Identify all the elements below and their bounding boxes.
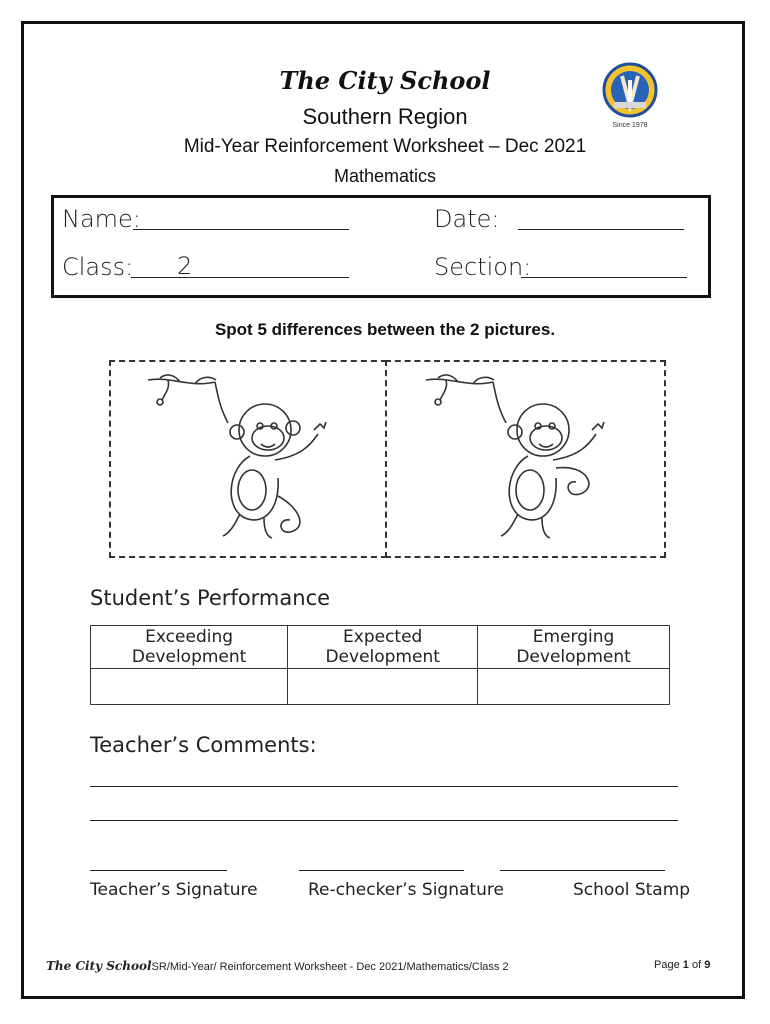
performance-cell-expected[interactable] xyxy=(288,669,478,705)
performance-title: Student’s Performance xyxy=(90,586,331,610)
class-value: 2 xyxy=(177,252,193,280)
name-label: Name: xyxy=(62,205,141,233)
performance-entry-row xyxy=(91,669,670,705)
performance-cell-emerging[interactable] xyxy=(478,669,670,705)
rechecker-signature-line[interactable] xyxy=(299,870,464,871)
page-prefix: Page xyxy=(654,959,680,971)
date-label: Date: xyxy=(434,205,500,233)
class-label: Class: xyxy=(62,253,134,281)
performance-header-row xyxy=(91,626,670,669)
performance-col-expected: Expected Development xyxy=(288,626,478,669)
comments-title: Teacher’s Comments: xyxy=(90,733,317,757)
worksheet-title: Mid-Year Reinforcement Worksheet – Dec 2021 xyxy=(183,136,587,157)
performance-cell-exceeding[interactable] xyxy=(91,669,288,705)
comment-line-2[interactable] xyxy=(90,820,678,821)
page-total: 9 xyxy=(704,959,711,971)
monkey-right-illustration xyxy=(418,368,618,548)
class-field[interactable] xyxy=(131,277,349,278)
section-field[interactable] xyxy=(521,277,687,278)
rechecker-signature-label: Re-checker’s Signature xyxy=(308,880,504,900)
footer-path xyxy=(46,959,509,973)
date-field[interactable] xyxy=(518,229,684,230)
monkey-left-illustration xyxy=(140,368,340,548)
teacher-signature-line[interactable] xyxy=(90,870,227,871)
performance-col-exceeding: Exceeding Development xyxy=(91,626,288,669)
school-logo xyxy=(602,62,658,136)
section-label: Section: xyxy=(434,253,532,281)
performance-table xyxy=(90,625,670,705)
activity-instruction: Spot 5 differences between the 2 pictures. xyxy=(214,320,556,339)
footer-path-text: SR/Mid-Year/ Reinforcement Worksheet - Dec 2021/Mathematics/Class 2 xyxy=(151,961,509,973)
page-number: 1 xyxy=(682,959,689,971)
name-field[interactable] xyxy=(133,229,349,230)
page-of: of xyxy=(691,959,702,971)
page-counter xyxy=(654,959,710,971)
student-info-box xyxy=(51,195,711,298)
region-title: Southern Region xyxy=(302,104,468,129)
comment-line-1[interactable] xyxy=(90,786,678,787)
footer-school-name: The City School xyxy=(46,959,152,973)
school-stamp-label: School Stamp xyxy=(573,880,691,900)
logo-caption: Since 1978 xyxy=(612,122,648,129)
subject-title: Mathematics xyxy=(333,166,437,186)
school-name-title: The City School xyxy=(279,66,491,95)
teacher-signature-label: Teacher’s Signature xyxy=(90,880,258,900)
performance-col-emerging: Emerging Development xyxy=(478,626,670,669)
school-stamp-line[interactable] xyxy=(500,870,665,871)
